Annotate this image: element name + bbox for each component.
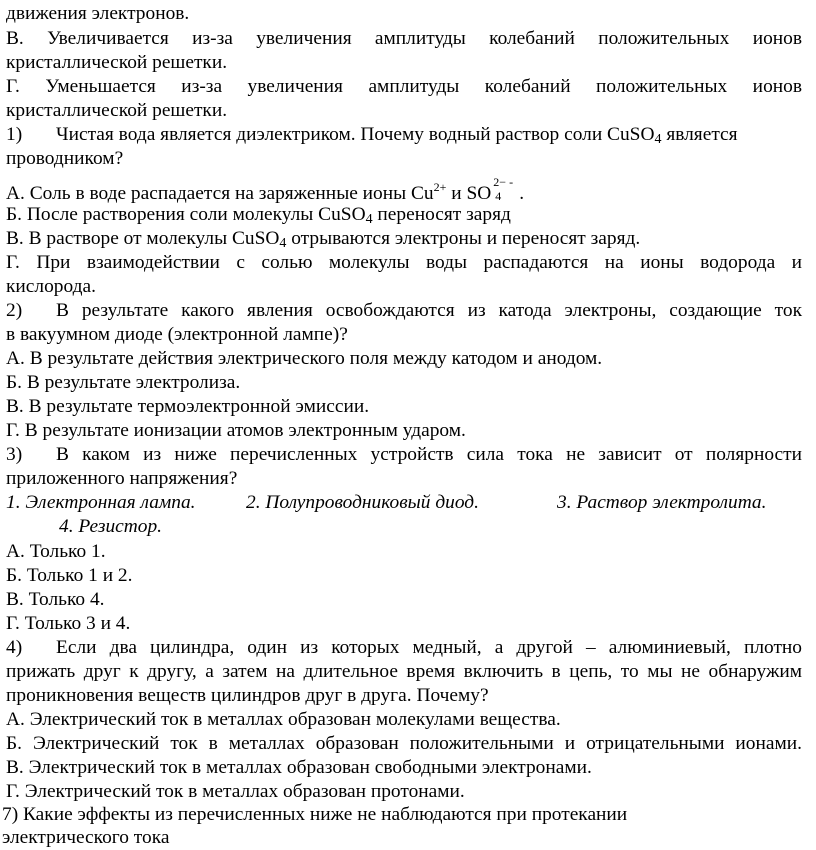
answer-option-b: Б. После растворения соли молекулы CuSO4 переносят заряд — [6, 204, 511, 227]
question-4: 4) Если два цилиндра, один из которых медный, а другой – алюминиевый, плотно — [6, 637, 802, 658]
text-line: проникновения веществ цилиндров друг в друга. Почему? — [6, 685, 489, 706]
list-item: 1. Электронная лампа. — [6, 492, 196, 513]
text-line: прижать друг к другу, а затем на длительное время включить в цепь, то мы не обнаружим — [6, 661, 802, 682]
answer-option-v: В. В растворе от молекулы CuSO4 отрываются электроны и переносят заряд. — [6, 228, 641, 251]
answer-option-g: Г. Электрический ток в металлах образован протонами. — [6, 781, 465, 802]
question-1: 1) Чистая вода является диэлектриком. Почему водный раствор соли CuSO4 является — [6, 124, 738, 147]
text-line: в вакуумном диоде (электронной лампе)? — [6, 324, 348, 345]
question-number: 4) — [6, 637, 23, 658]
answer-option-v: В. В результате термоэлектронной эмиссии. — [6, 396, 370, 417]
question-7: 7) Какие эффекты из перечисленных ниже не наблюдаются при протекании — [2, 804, 628, 825]
text-line: кислорода. — [6, 276, 96, 297]
question-number: 3) — [6, 444, 23, 465]
answer-option-g: Г. При взаимодействии с солью молекулы воды распадаются на ионы водорода и — [6, 252, 802, 273]
question-number: 2) — [6, 300, 23, 321]
text-line: проводником? — [6, 148, 124, 169]
text-line: кристаллической решетки. — [6, 52, 228, 73]
answer-option-g: Г. В результате ионизации атомов электронным ударом. — [6, 420, 466, 441]
question-3: 3) В каком из ниже перечисленных устройств сила тока не зависит от полярности — [6, 444, 802, 465]
item-list — [6, 491, 802, 515]
ion-charge-notation: 2− - 4 — [493, 175, 514, 203]
answer-option-a: А. В результате действия электрического поля между катодом и анодом. — [6, 348, 603, 369]
answer-option-b: Б. Электрический ток в металлах образован положительными и отрицательными ионами. — [6, 733, 802, 754]
answer-option-a: А. Соль в воде распадается на заряженные ионы $Cu^{2+}$ и SO 2− - 4 . — [6, 175, 525, 204]
list-item: 4. Резистор. — [59, 516, 162, 537]
text-line: электрического тока — [2, 827, 170, 848]
list-item: 3. Раствор электролита. — [557, 492, 767, 513]
question-2: 2) В результате какого явления освобождаются из катода электроны, создающие ток — [6, 300, 802, 321]
answer-option-g-prev: Г. Уменьшается из-за увеличения амплитуды колебаний положительных ионов — [6, 76, 802, 97]
answer-option-a: А. Только 1. — [6, 541, 106, 562]
answer-option-b: Б. Только 1 и 2. — [6, 565, 133, 586]
text-line: приложенного напряжения? — [6, 468, 238, 489]
answer-option-a: А. Электрический ток в металлах образован молекулами вещества. — [6, 709, 561, 730]
question-number: 1) — [6, 124, 23, 145]
answer-option-v: В. Электрический ток в металлах образован свободными электронами. — [6, 757, 592, 778]
answer-option-b: Б. В результате электролиза. — [6, 372, 241, 393]
answer-option-v-prev: В. Увеличивается из-за увеличения амплитуды колебаний положительных ионов — [6, 28, 802, 49]
text-line: движения электронов. — [6, 3, 190, 24]
answer-option-g: Г. Только 3 и 4. — [6, 613, 131, 634]
list-item: 2. Полупроводниковый диод. — [246, 492, 479, 513]
answer-option-v: В. Только 4. — [6, 589, 105, 610]
text-line: кристаллической решетки. — [6, 100, 228, 121]
